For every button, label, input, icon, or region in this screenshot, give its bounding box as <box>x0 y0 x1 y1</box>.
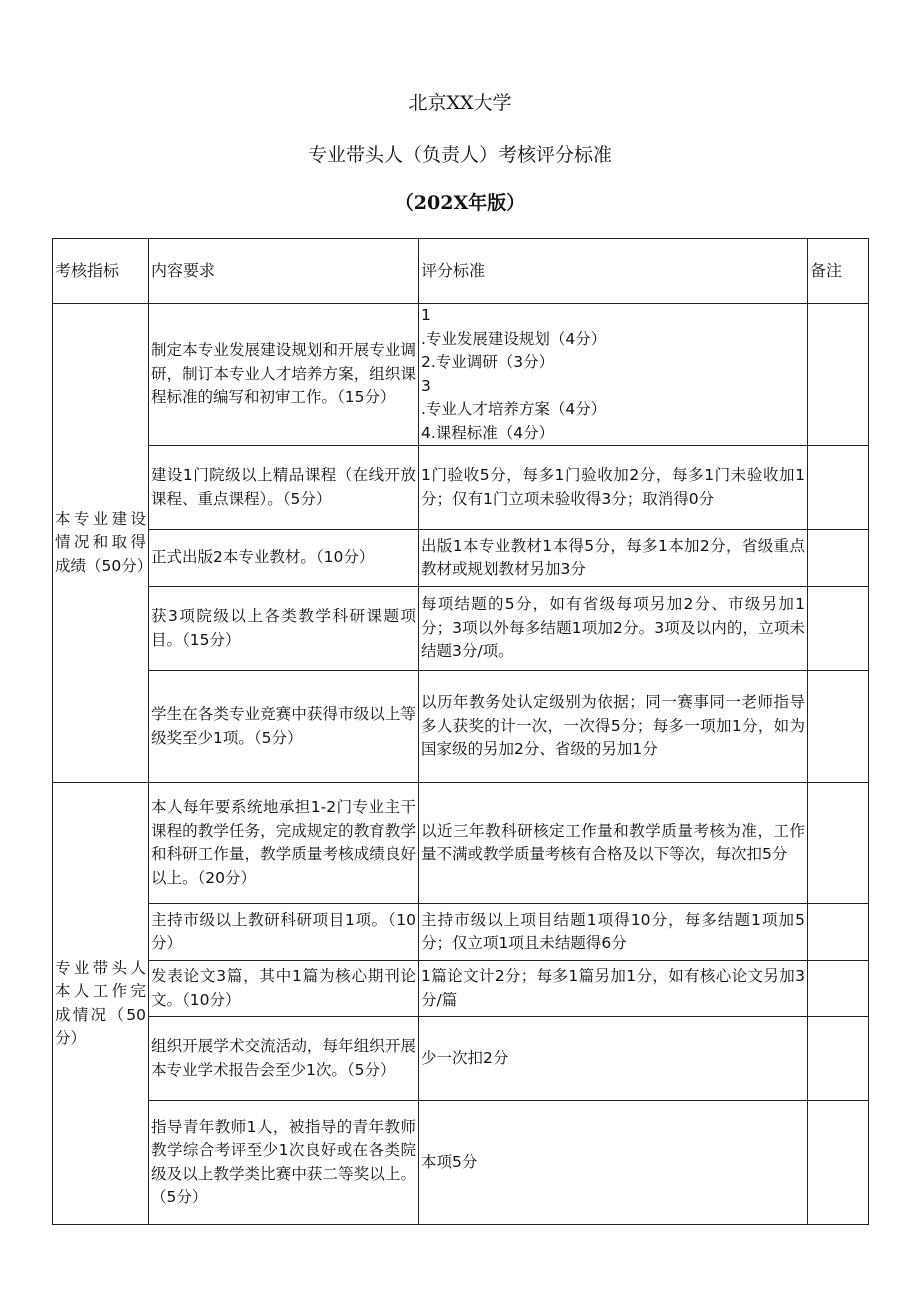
table-row <box>53 446 869 530</box>
criteria-number: 3 <box>421 376 431 395</box>
note-cell <box>808 1101 869 1225</box>
table-row <box>53 587 869 671</box>
table-row <box>53 671 869 783</box>
section-category-personal-work: 专业带头人本人工作完成情况（50分） <box>53 783 149 1225</box>
criteria-cell: 每项结题的5分，如有省级每项另加2分、市级另加1分；3项以外每多结题1项加2分。3项及以内的，立项未结题3分/项。 <box>419 587 808 671</box>
criteria-cell: 主持市级以上项目结题1项得10分，每多结题1项加5分；仅立项1项且未结题得6分 <box>419 904 808 961</box>
content-cell: 建设1门院级以上精品课程（在线开放课程、重点课程）。（5分） <box>149 446 419 530</box>
section-category-construction: 本专业建设情况和取得成绩（50分） <box>53 304 149 783</box>
criteria-text: .专业发展建设规划（4分） <box>421 329 607 348</box>
note-cell <box>808 1017 869 1101</box>
table-row <box>53 304 869 446</box>
criteria-line <box>421 375 805 422</box>
table-row <box>53 783 869 904</box>
content-cell: 指导青年教师1人，被指导的青年教师教学综合考评至少1次良好或在各类院级及以上教学类比赛中获二等奖以上。（5分） <box>149 1101 419 1225</box>
criteria-cell: 以近三年教科研核定工作量和教学质量考核为准，工作量不满或教学质量考核有合格及以下等次，每次扣5分 <box>419 783 808 904</box>
content-cell: 组织开展学术交流活动，每年组织开展本专业学术报告会至少1次。（5分） <box>149 1017 419 1101</box>
criteria-cell: 本项5分 <box>419 1101 808 1225</box>
table-row <box>53 1017 869 1101</box>
criteria-line: 4.课程标准（4分） <box>421 423 555 442</box>
criteria-cell: 出版1本专业教材1本得5分，每多1本加2分，省级重点教材或规划教材另加3分 <box>419 530 808 587</box>
note-cell <box>808 671 869 783</box>
criteria-number: 1 <box>421 306 431 324</box>
criteria-text: .专业人才培养方案（4分） <box>421 400 607 418</box>
document-title: 专业带头人（负责人）考核评分标准 <box>307 144 612 166</box>
criteria-cell <box>419 304 808 446</box>
column-header-indicator: 考核指标 <box>53 239 149 304</box>
note-cell <box>808 530 869 587</box>
note-cell <box>808 961 869 1017</box>
note-cell <box>808 783 869 904</box>
column-header-content: 内容要求 <box>149 239 419 304</box>
content-cell: 本人每年要系统地承担1-2门专业主干课程的教学任务，完成规定的教育教学和科研工作量，教学质量考核成绩良好以上。（20分） <box>149 783 419 904</box>
criteria-line <box>421 304 805 351</box>
criteria-cell: 少一次扣2分 <box>419 1017 808 1101</box>
content-cell: 正式出版2本专业教材。（10分） <box>149 530 419 587</box>
criteria-cell: 以历年教务处认定级别为依据；同一赛事同一老师指导多人获奖的计一次，一次得5分；每多一项加1分，如为国家级的另加2分、省级的另加1分 <box>419 671 808 783</box>
column-header-criteria: 评分标准 <box>419 239 808 304</box>
content-cell: 学生在各类专业竞赛中获得市级以上等级奖至少1项。（5分） <box>149 671 419 783</box>
note-cell <box>808 304 869 446</box>
criteria-cell: 1门验收5分，每多1门验收加2分，每多1门未验收加1分；仅有1门立项未验收得3分；取消得0分 <box>419 446 808 530</box>
note-cell <box>808 904 869 961</box>
edition-label: （202X年版） <box>394 192 526 214</box>
column-header-note: 备注 <box>808 239 869 304</box>
table-row <box>53 1101 869 1225</box>
university-name: 北京XX大学 <box>408 92 512 114</box>
table-row <box>53 961 869 1017</box>
criteria-line: 2.专业调研（3分） <box>421 353 555 371</box>
note-cell <box>808 446 869 530</box>
content-cell: 发表论文3篇，其中1篇为核心期刊论文。（10分） <box>149 961 419 1017</box>
table-row <box>53 904 869 961</box>
criteria-cell: 1篇论文计2分；每多1篇另加1分，如有核心论文另加3分/篇 <box>419 961 808 1017</box>
table-row <box>53 530 869 587</box>
table-header-row <box>53 239 869 304</box>
assessment-table <box>52 238 869 1225</box>
note-cell <box>808 587 869 671</box>
content-cell: 获3项院级以上各类教学科研课题项目。（15分） <box>149 587 419 671</box>
content-cell: 主持市级以上教研科研项目1项。（10分） <box>149 904 419 961</box>
content-cell: 制定本专业发展建设规划和开展专业调研，制订本专业人才培养方案，组织课程标准的编写和初审工作。（15分） <box>149 304 419 446</box>
